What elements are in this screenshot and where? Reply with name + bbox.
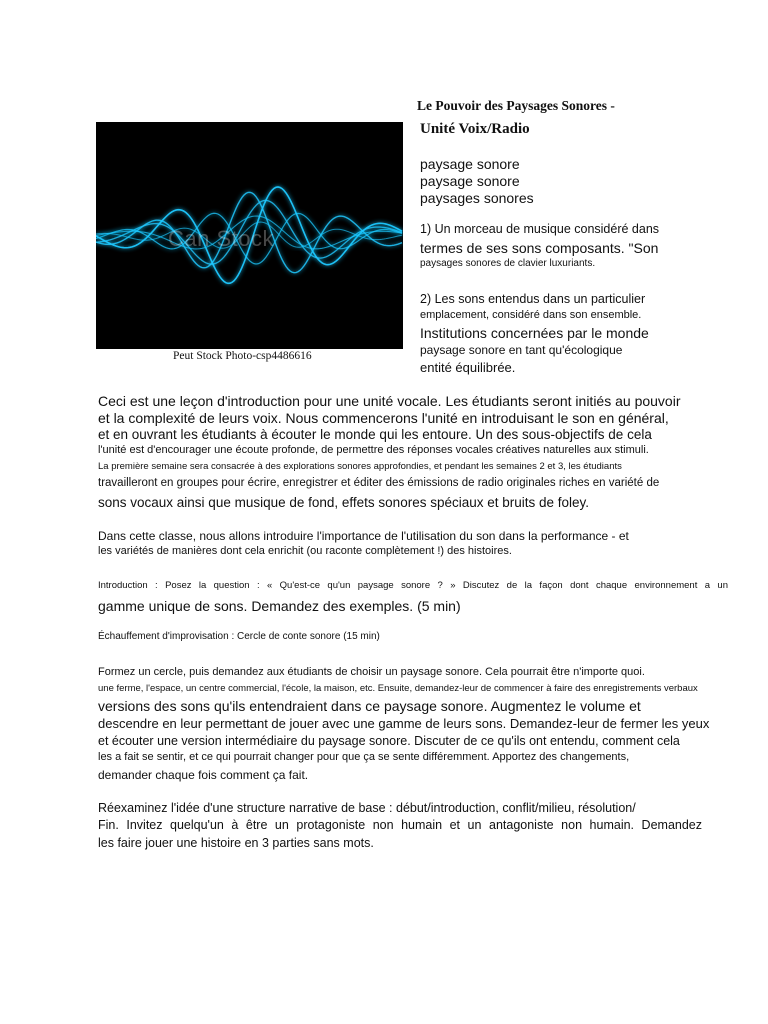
- definition-1-line: 1) Un morceau de musique considéré dans: [420, 222, 660, 236]
- warmup-paragraph-line: et écouter une version intermédiaire du paysage sonore. Discuter de ce qu'ils ont entendu, comment cela: [98, 734, 680, 748]
- intro-paragraph-line: et en ouvrant les étudiants à écouter le monde qui les entoure. Un des sous-objectifs de cela: [98, 427, 652, 442]
- intro-paragraph-line: Ceci est une leçon d'introduction pour une unité vocale. Les étudiants seront initiés au pouvoir: [98, 393, 681, 409]
- term-line: paysages sonores: [420, 190, 534, 206]
- class-paragraph-line: Dans cette classe, nous allons introduire l'importance de l'utilisation du son dans la performance - et: [98, 529, 629, 543]
- definition-1-line: termes de ses sons composants. "Son: [420, 240, 659, 256]
- warmup-paragraph-line: descendre en leur permettant de jouer avec une gamme de leurs sons. Demandez-leur de fermer les yeux: [98, 716, 710, 731]
- class-paragraph-line: les variétés de manières dont cela enrichit (ou raconte complètement !) des histoires.: [98, 545, 512, 557]
- narrative-paragraph-line: Fin. Invitez quelqu'un à être un protagoniste non humain et un antagoniste non humain. Demandez: [98, 818, 702, 832]
- intro-paragraph-line: et la complexité de leurs voix. Nous commencerons l'unité en introduisant le son en général,: [98, 410, 669, 426]
- intro-paragraph-line: La première semaine sera consacrée à des explorations sonores approfondies, et pendant les semaines 2 et 3, les étudiants: [98, 461, 622, 472]
- definition-2-line: entité équilibrée.: [420, 360, 516, 375]
- warmup-paragraph-line: une ferme, l'espace, un centre commercial, l'école, la maison, etc. Ensuite, demandez-leur de commencer à faire des enregistrements verbaux: [98, 683, 698, 694]
- introduction-paragraph-line: Introduction : Posez la question : « Qu'est-ce qu'un paysage sonore ? » Discutez de la façon dont chaque environnement a un: [98, 580, 728, 591]
- narrative-paragraph-line: les faire jouer une histoire en 3 parties sans mots.: [98, 836, 374, 850]
- definition-2-line: 2) Les sons entendus dans un particulier: [420, 292, 646, 306]
- intro-paragraph-line: l'unité est d'encourager une écoute profonde, de permettre des réponses vocales créatives naturelles aux stimuli.: [98, 444, 649, 456]
- definition-2-line: Institutions concernées par le monde: [420, 325, 649, 341]
- definition-1-line: paysages sonores de clavier luxuriants.: [420, 258, 596, 269]
- warmup-paragraph-line: les a fait se sentir, et ce qui pourrait changer pour que ça se sente différemment. Apportez des changements,: [98, 751, 630, 763]
- sound-wave-image: [96, 122, 403, 349]
- intro-paragraph-line: sons vocaux ainsi que musique de fond, effets sonores spéciaux et bruits de foley.: [98, 495, 590, 510]
- introduction-paragraph-line: gamme unique de sons. Demandez des exemples. (5 min): [98, 598, 461, 614]
- warmup-heading: Échauffement d'improvisation : Cercle de conte sonore (15 min): [98, 631, 380, 642]
- definition-2-line: paysage sonore en tant qu'écologique: [420, 343, 623, 357]
- warmup-paragraph-line: Formez un cercle, puis demandez aux étudiants de choisir un paysage sonore. Cela pourrait être n'importe quoi.: [98, 666, 645, 678]
- definition-2-line: emplacement, considéré dans son ensemble.: [420, 309, 642, 321]
- warmup-paragraph-line: demander chaque fois comment ça fait.: [98, 768, 309, 782]
- intro-paragraph-line: travailleront en groupes pour écrire, enregistrer et éditer des émissions de radio originales riches en variété de: [98, 477, 660, 489]
- image-caption: Peut Stock Photo-csp4486616: [173, 350, 312, 362]
- warmup-paragraph-line: versions des sons qu'ils entendraient dans ce paysage sonore. Augmentez le volume et: [98, 698, 641, 714]
- document-title: Le Pouvoir des Paysages Sonores -: [417, 98, 615, 113]
- watermark-text: Can Stock: [168, 226, 274, 251]
- term-line: paysage sonore: [420, 156, 520, 172]
- narrative-paragraph-line: Réexaminez l'idée d'une structure narrative de base : début/introduction, conflit/milieu, résolution/: [98, 801, 636, 815]
- term-line: paysage sonore: [420, 173, 520, 189]
- document-subtitle: Unité Voix/Radio: [420, 121, 530, 137]
